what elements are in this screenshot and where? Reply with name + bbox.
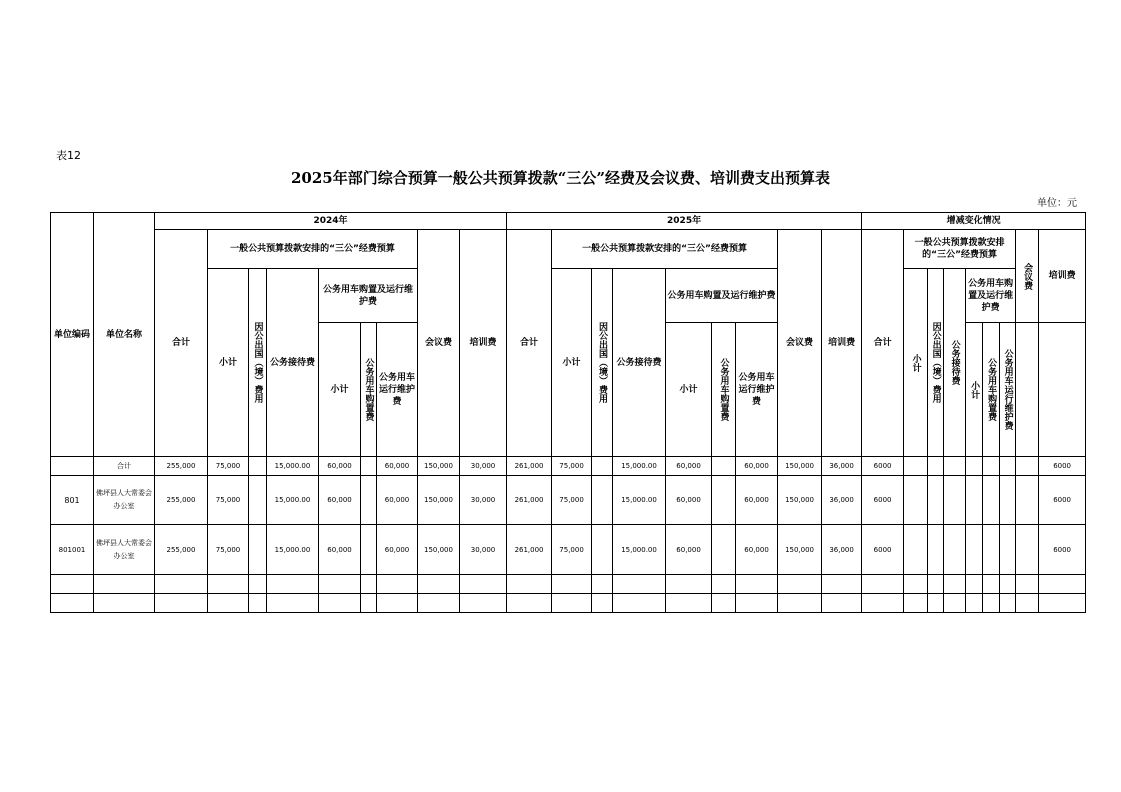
header-2025-abroad: 因公出国（境）费用 [592,269,613,457]
row-name: 佛坪县人大常委会办公室 [94,525,155,574]
header-2025-vehicle-operation: 公务用车运行维护费 [736,323,778,457]
unit-label: 单位：元 [1037,198,1077,209]
cell: 6000 [862,476,904,525]
cell [966,525,983,574]
header-year-2025: 2025年 [507,213,862,230]
cell [1016,476,1039,525]
cell [361,476,377,525]
header-2024-subtotal: 小计 [208,269,249,457]
cell [712,476,736,525]
cell: 60,000 [377,525,418,574]
empty-row [51,574,1086,593]
cell: 15,000.00 [267,476,319,525]
header-2024-vehicle-subtotal: 小计 [319,323,361,457]
header-change-training-blank [1039,323,1086,457]
cell: 6000 [1039,457,1086,476]
table-row [51,525,1086,574]
cell [904,457,928,476]
cell: 255,000 [155,457,208,476]
header-change-meeting: 会议费 [1016,230,1039,323]
table-number: 表12 [56,149,81,162]
cell: 15,000.00 [267,457,319,476]
header-unit-code: 单位编码 [51,213,94,457]
header-unit-name: 单位名称 [94,213,155,457]
cell: 60,000 [319,525,361,574]
header-change-vehicle-subtotal: 小计 [966,323,983,457]
cell: 60,000 [666,457,712,476]
cell: 255,000 [155,525,208,574]
cell: 15,000.00 [613,476,666,525]
header-change: 增减变化情况 [862,213,1086,230]
header-2024-reception: 公务接待费 [267,269,319,457]
cell [928,457,944,476]
cell [1016,525,1039,574]
cell: 75,000 [552,525,592,574]
header-2025-training: 培训费 [822,230,862,457]
cell: 261,000 [507,457,552,476]
cell: 6000 [1039,476,1086,525]
row-code: 801 [51,476,94,525]
cell: 261,000 [507,476,552,525]
cell [592,525,613,574]
header-change-reception: 公务接待费 [944,269,966,457]
header-2025-three-public: 一般公共预算拨款安排的“三公”经费预算 [552,230,778,269]
cell: 261,000 [507,525,552,574]
cell [592,476,613,525]
cell: 75,000 [208,525,249,574]
row-code: 801001 [51,525,94,574]
cell [712,457,736,476]
header-2025-vehicle: 公务用车购置及运行维护费 [666,269,778,323]
cell [1000,476,1016,525]
cell: 60,000 [319,476,361,525]
header-2025-reception: 公务接待费 [613,269,666,457]
header-change-training: 培训费 [1039,230,1086,323]
cell [944,476,966,525]
cell: 150,000 [778,457,822,476]
cell: 36,000 [822,457,862,476]
cell [928,525,944,574]
cell: 30,000 [460,457,507,476]
budget-table [50,212,1086,613]
header-2025-subtotal: 小计 [552,269,592,457]
header-2025-vehicle-purchase: 公务用车购置费 [712,323,736,457]
cell [944,525,966,574]
header-2024-vehicle-purchase: 公务用车购置费 [361,323,377,457]
header-2025-vehicle-subtotal: 小计 [666,323,712,457]
cell [249,476,267,525]
cell: 150,000 [418,457,460,476]
cell: 150,000 [778,525,822,574]
cell: 60,000 [736,457,778,476]
header-2025-total: 合计 [507,230,552,457]
cell: 15,000.00 [267,525,319,574]
cell: 60,000 [377,457,418,476]
cell: 150,000 [418,476,460,525]
header-2024-abroad: 因公出国（境）费用 [249,269,267,457]
cell [249,525,267,574]
header-2024-meeting: 会议费 [418,230,460,457]
cell: 75,000 [552,457,592,476]
header-change-vehicle-operation: 公务用车运行维护费 [1000,323,1016,457]
cell [983,476,1000,525]
table-row [51,476,1086,525]
header-change-abroad: 因公出国（境）费用 [928,269,944,457]
row-name: 合计 [94,457,155,476]
cell [361,457,377,476]
cell: 60,000 [377,476,418,525]
cell: 36,000 [822,525,862,574]
cell [712,525,736,574]
header-2024-three-public: 一般公共预算拨款安排的“三公”经费预算 [208,230,418,269]
header-year-2024: 2024年 [155,213,507,230]
cell: 255,000 [155,476,208,525]
header-2024-vehicle: 公务用车购置及运行维护费 [319,269,418,323]
header-2024-total: 合计 [155,230,208,457]
header-2024-vehicle-operation: 公务用车运行维护费 [377,323,418,457]
cell: 150,000 [418,525,460,574]
header-2024-training: 培训费 [460,230,507,457]
cell: 60,000 [319,457,361,476]
cell: 60,000 [666,525,712,574]
cell: 150,000 [778,476,822,525]
cell [1000,457,1016,476]
header-change-vehicle: 公务用车购置及运行维护费 [966,269,1016,323]
header-change-vehicle-purchase: 公务用车购置费 [983,323,1000,457]
page-title: 2025年部门综合预算一般公共预算拨款“三公”经费及会议费、培训费支出预算表 [290,169,830,187]
header-2025-meeting: 会议费 [778,230,822,457]
cell [249,457,267,476]
cell [983,525,1000,574]
cell [1016,457,1039,476]
cell: 6000 [862,525,904,574]
cell: 75,000 [208,476,249,525]
cell [928,476,944,525]
cell: 60,000 [666,476,712,525]
cell [983,457,1000,476]
row-code [51,457,94,476]
header-change-three-public: 一般公共预算拨款安排的“三公”经费预算 [904,230,1016,269]
cell [592,457,613,476]
empty-row [51,593,1086,612]
cell: 30,000 [460,476,507,525]
cell: 6000 [862,457,904,476]
cell [904,525,928,574]
cell [904,476,928,525]
cell: 75,000 [208,457,249,476]
cell: 60,000 [736,476,778,525]
cell [966,457,983,476]
header-change-subtotal: 小计 [904,269,928,457]
row-name: 佛坪县人大常委会办公室 [94,476,155,525]
cell [966,476,983,525]
cell: 30,000 [460,525,507,574]
cell: 36,000 [822,476,862,525]
cell: 15,000.00 [613,525,666,574]
cell: 6000 [1039,525,1086,574]
cell [361,525,377,574]
header-change-total: 合计 [862,230,904,457]
cell [944,457,966,476]
cell: 15,000.00 [613,457,666,476]
header-change-meeting-blank [1016,323,1039,457]
table-row [51,457,1086,476]
cell: 75,000 [552,476,592,525]
cell: 60,000 [736,525,778,574]
cell [1000,525,1016,574]
